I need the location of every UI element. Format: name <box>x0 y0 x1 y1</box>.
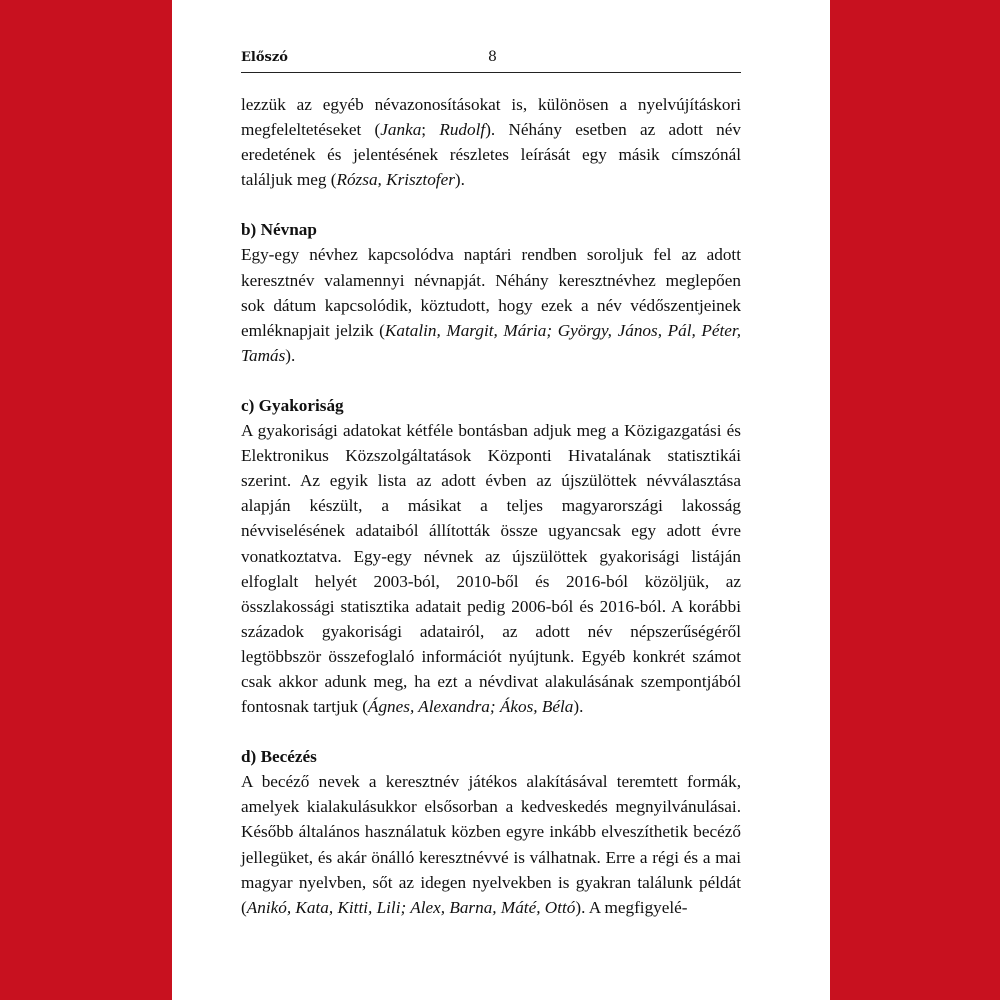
page-number: 8 <box>488 49 497 65</box>
book-page <box>172 0 830 1000</box>
intro-italic-2: Rudolf <box>439 120 486 140</box>
section-b-paragraph <box>241 242 741 367</box>
section-d-paragraph <box>241 769 741 920</box>
intro-text-2: ; <box>421 120 440 140</box>
intro-paragraph <box>241 92 741 192</box>
section-c-heading: c) Gyakoriság <box>241 395 344 415</box>
chapter-title: Előszó <box>241 50 288 65</box>
section-d-text-1: A becéző nevek a keresztnév játékos alakításával teremtett formák, amelyek kialakulásukkor elsősorban a kedveskedés megnyilvánulásai. Később általános használatuk közben egyre inkább elveszíthetik becéző jellegüket, és akár önálló keresztnévvé is válhatnak. Erre a régi és a mai magyar nyelvben, sőt az idegen nyelvekben is gyakran találunk példát ( <box>241 772 741 917</box>
section-b-text-2: ). <box>285 345 296 365</box>
running-header <box>241 50 741 73</box>
intro-italic-3: Rózsa, Krisztofer <box>336 170 455 190</box>
section-c-text-1: A gyakorisági adatokat kétféle bontásban adjuk meg a Közigazgatási és Elektronikus Közszolgáltatások Központi Hivatalának statisztikái szerint. Az egyik lista az adott évben az újszülöttek névválasztása alapján készült, a másikat a teljes magyarországi lakosság névviselésének adataiból állították össze ugyancsak egy adott évre vonatkoztatva. Egy-egy névnek az újszülöttek gyakorisági listáján elfoglalt helyét 2003-ból, 2010-ből és 2016-ból közöljük, az összlakossági statisztika adatait pedig 2006-ból és 2016-ból. A korábbi századok gyakorisági adatairól, az adott név népszerűségéről legtöbbször összefoglaló információt nyújtunk. Egyéb konkrét számot csak akkor adunk meg, ha ezt a névdivat alakulásának szempontjából fontosnak tartjuk ( <box>241 421 741 717</box>
section-c-italic-1: Ágnes, Alexandra; Ákos, Béla <box>367 697 574 717</box>
intro-text-4: ). <box>454 170 465 190</box>
section-d-heading: d) Becézés <box>241 747 317 767</box>
intro-italic-1: Janka <box>380 120 422 140</box>
intro-text-3: ). Néhány esetben az adott név eredetének és jelentésének részletes leírását egy másik címszónál találjuk meg ( <box>241 120 741 190</box>
intro-text-1: lezzük az egyéb névazonosításokat is, különösen a nyelvújításkori megfeleltetéseket ( <box>241 95 741 140</box>
section-d-text-2: ). A megfigyelé- <box>575 897 688 917</box>
section-c-text-2: ). <box>573 697 584 717</box>
section-d-italic-1: Anikó, Kata, Kitti, Lili; Alex, Barna, Máté, Ottó <box>246 897 576 917</box>
page-body <box>241 92 741 920</box>
section-b-italic-1: Katalin, Margit, Mária; György, János, Pál, Péter, Tamás <box>241 320 741 365</box>
section-b-heading: b) Névnap <box>241 220 317 240</box>
section-c-paragraph <box>241 418 741 719</box>
section-b-text-1: Egy-egy névhez kapcsolódva naptári rendben soroljuk fel az adott keresztnév valamennyi névnapját. Néhány keresztnévhez meglepően sok dátum kapcsolódik, köztudott, hogy ezek a név védőszentjeinek emléknapjait jelzik ( <box>241 245 741 340</box>
